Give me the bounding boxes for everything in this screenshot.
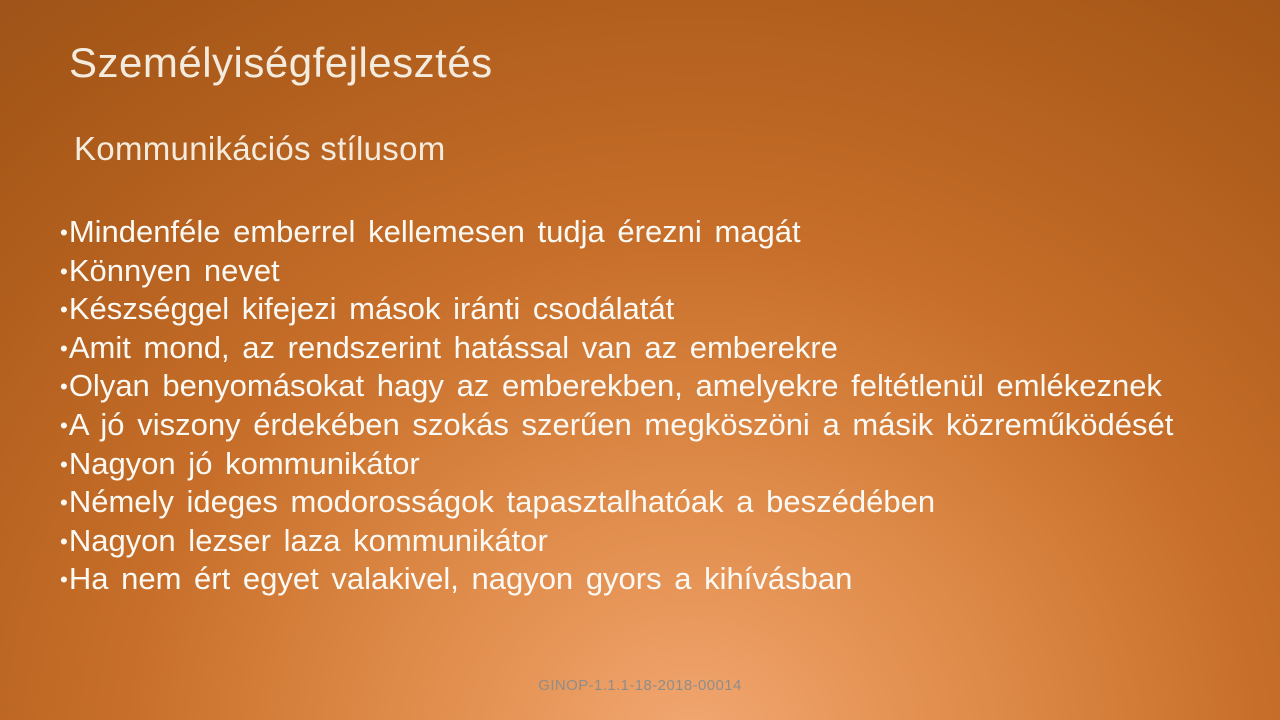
bullet-item: • Nagyon lezser laza kommunikátor [60, 522, 1235, 561]
footer-project-code: GINOP-1.1.1-18-2018-00014 [538, 677, 742, 694]
slide-title: Személyiségfejlesztés [69, 39, 493, 86]
bullet-item: • Készséggel kifejezi mások iránti csodálatát [60, 290, 1235, 329]
slide-subtitle: Kommunikációs stílusom [74, 130, 446, 167]
bullet-item: • Ha nem ért egyet valakivel, nagyon gyors a kihívásban [60, 560, 1235, 599]
bullet-item: • A jó viszony érdekében szokás szerűen megköszöni a másik közreműködését [60, 406, 1235, 445]
bullet-item: • Némely ideges modorosságok tapasztalhatóak a beszédében [60, 483, 1235, 522]
bullet-list [60, 213, 1235, 599]
bullet-item: • Mindenféle emberrel kellemesen tudja érezni magát [60, 213, 1235, 252]
bullet-item: • Könnyen nevet [60, 252, 1235, 291]
bullet-item: • Olyan benyomásokat hagy az emberekben, amelyekre feltétlenül emlékeznek [60, 367, 1235, 406]
bullet-item: • Amit mond, az rendszerint hatással van az emberekre [60, 329, 1235, 368]
bullet-item: • Nagyon jó kommunikátor [60, 445, 1235, 484]
